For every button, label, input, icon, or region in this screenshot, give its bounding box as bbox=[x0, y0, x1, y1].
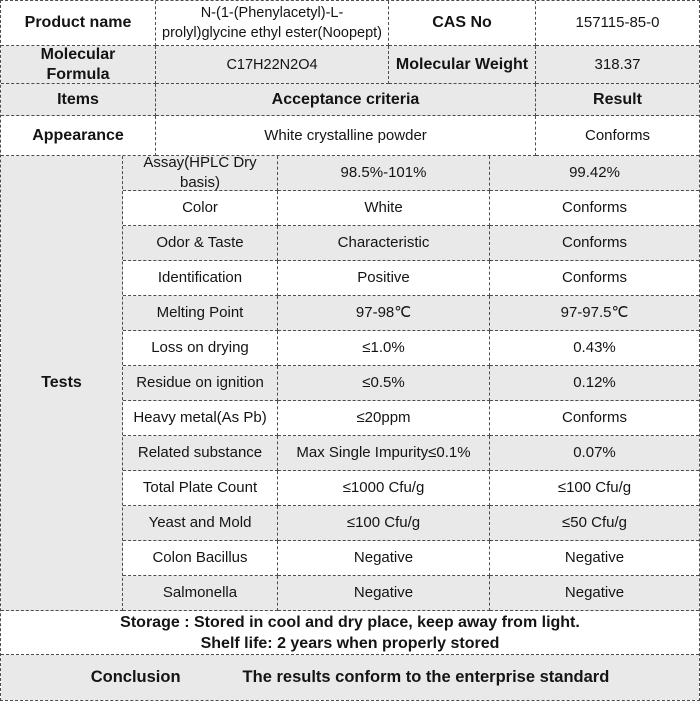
test-row bbox=[123, 226, 699, 261]
test-item-name: Related substance bbox=[123, 436, 278, 471]
product-name-row bbox=[1, 1, 699, 46]
test-acceptance-criteria: 98.5%-101% bbox=[278, 156, 490, 191]
test-row bbox=[123, 366, 699, 401]
test-acceptance-criteria: ≤100 Cfu/g bbox=[278, 506, 490, 541]
test-acceptance-criteria: ≤1.0% bbox=[278, 331, 490, 366]
test-row bbox=[123, 506, 699, 541]
molecular-formula-label: Molecular Formula bbox=[1, 46, 156, 84]
spec-header-row bbox=[1, 84, 699, 116]
tests-label: Tests bbox=[1, 156, 123, 611]
test-result: 99.42% bbox=[490, 156, 699, 191]
molecular-weight-value: 318.37 bbox=[536, 46, 699, 84]
test-row bbox=[123, 296, 699, 331]
test-row bbox=[123, 191, 699, 226]
test-result: Conforms bbox=[490, 401, 699, 436]
test-row bbox=[123, 261, 699, 296]
test-result: Conforms bbox=[490, 191, 699, 226]
result-header: Result bbox=[536, 84, 699, 116]
molecular-weight-label: Molecular Weight bbox=[389, 46, 536, 84]
test-result: ≤100 Cfu/g bbox=[490, 471, 699, 506]
storage-row bbox=[1, 611, 699, 655]
test-result: 0.43% bbox=[490, 331, 699, 366]
items-header: Items bbox=[1, 84, 156, 116]
product-name-value: N-(1-(Phenylacetyl)-L-prolyl)glycine ethyl ester(Noopept) bbox=[156, 1, 389, 46]
test-item-name: Assay(HPLC Dry basis) bbox=[123, 156, 278, 191]
appearance-row bbox=[1, 116, 699, 156]
test-row bbox=[123, 401, 699, 436]
storage-line2: Shelf life: 2 years when properly stored bbox=[200, 634, 500, 652]
test-acceptance-criteria: Characteristic bbox=[278, 226, 490, 261]
test-result: 97-97.5℃ bbox=[490, 296, 699, 331]
test-acceptance-criteria: 97-98℃ bbox=[278, 296, 490, 331]
test-row bbox=[123, 436, 699, 471]
test-acceptance-criteria: Negative bbox=[278, 541, 490, 576]
appearance-result: Conforms bbox=[536, 116, 699, 156]
test-row bbox=[123, 471, 699, 506]
test-acceptance-criteria: ≤1000 Cfu/g bbox=[278, 471, 490, 506]
cas-no-label: CAS No bbox=[389, 1, 536, 46]
molecular-formula-value: C17H22N2O4 bbox=[156, 46, 389, 84]
product-name-label: Product name bbox=[1, 1, 156, 46]
test-acceptance-criteria: ≤20ppm bbox=[278, 401, 490, 436]
test-item-name: Total Plate Count bbox=[123, 471, 278, 506]
conclusion-row bbox=[1, 655, 699, 700]
test-item-name: Odor & Taste bbox=[123, 226, 278, 261]
conclusion-label: Conclusion bbox=[90, 668, 181, 686]
test-row bbox=[123, 576, 699, 611]
test-result: ≤50 Cfu/g bbox=[490, 506, 699, 541]
appearance-criteria: White crystalline powder bbox=[156, 116, 536, 156]
test-item-name: Identification bbox=[123, 261, 278, 296]
test-item-name: Yeast and Mold bbox=[123, 506, 278, 541]
test-item-name: Salmonella bbox=[123, 576, 278, 611]
molecular-row bbox=[1, 46, 699, 84]
cas-no-value: 157115-85-0 bbox=[536, 1, 699, 46]
storage-line1: Storage : Stored in cool and dry place, keep away from light. bbox=[120, 613, 580, 631]
test-item-name: Melting Point bbox=[123, 296, 278, 331]
test-item-name: Loss on drying bbox=[123, 331, 278, 366]
conclusion-text: The results conform to the enterprise standard bbox=[242, 668, 610, 686]
tests-rows bbox=[123, 156, 699, 611]
test-acceptance-criteria: White bbox=[278, 191, 490, 226]
test-acceptance-criteria: Positive bbox=[278, 261, 490, 296]
test-acceptance-criteria: ≤0.5% bbox=[278, 366, 490, 401]
test-result: Negative bbox=[490, 541, 699, 576]
test-acceptance-criteria: Max Single Impurity≤0.1% bbox=[278, 436, 490, 471]
test-item-name: Colon Bacillus bbox=[123, 541, 278, 576]
test-row bbox=[123, 156, 699, 191]
test-item-name: Color bbox=[123, 191, 278, 226]
test-acceptance-criteria: Negative bbox=[278, 576, 490, 611]
test-result: 0.12% bbox=[490, 366, 699, 401]
test-row bbox=[123, 331, 699, 366]
acceptance-criteria-header: Acceptance criteria bbox=[156, 84, 536, 116]
test-item-name: Heavy metal(As Pb) bbox=[123, 401, 278, 436]
test-result: Negative bbox=[490, 576, 699, 611]
test-result: 0.07% bbox=[490, 436, 699, 471]
tests-section bbox=[1, 156, 699, 611]
test-item-name: Residue on ignition bbox=[123, 366, 278, 401]
appearance-label: Appearance bbox=[1, 116, 156, 156]
test-result: Conforms bbox=[490, 261, 699, 296]
test-row bbox=[123, 541, 699, 576]
test-result: Conforms bbox=[490, 226, 699, 261]
